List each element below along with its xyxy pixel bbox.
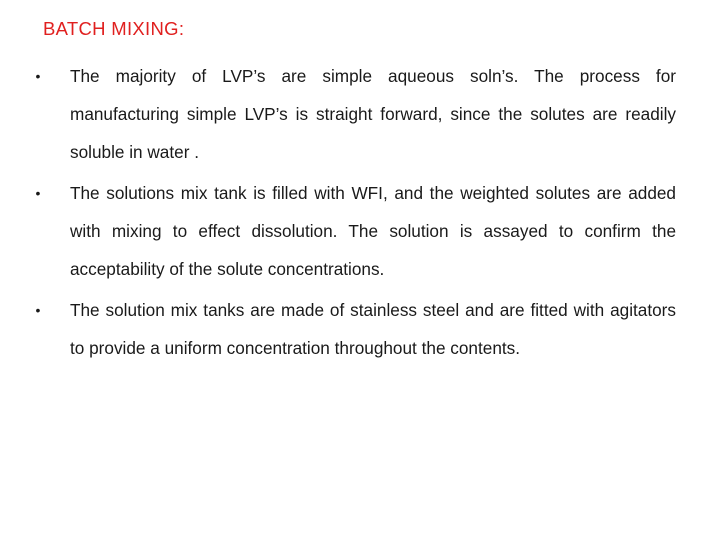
bullet-marker-icon: • (35, 68, 41, 84)
bullet-text: The solutions mix tank is filled with WFI, and the weighted solutes are added with mixing to effect dissolution. The solution is assayed to confirm the acceptability of the solute concentrations. (70, 183, 676, 279)
bullet-marker-icon: • (35, 185, 41, 201)
bullet-item (28, 291, 676, 367)
bullet-text: The majority of LVP’s are simple aqueous soln’s. The process for manufacturing simple LVP’s is straight forward, since the solutes are readily soluble in water . (70, 66, 676, 162)
bullet-text: The solution mix tanks are made of stainless steel and are fitted with agitators to provide a uniform concentration throughout the contents. (70, 300, 676, 358)
bullet-list (28, 57, 676, 370)
slide-title: BATCH MIXING: (43, 18, 185, 39)
bullet-item (28, 57, 676, 171)
bullet-item (28, 174, 676, 288)
bullet-marker-icon: • (35, 302, 41, 318)
